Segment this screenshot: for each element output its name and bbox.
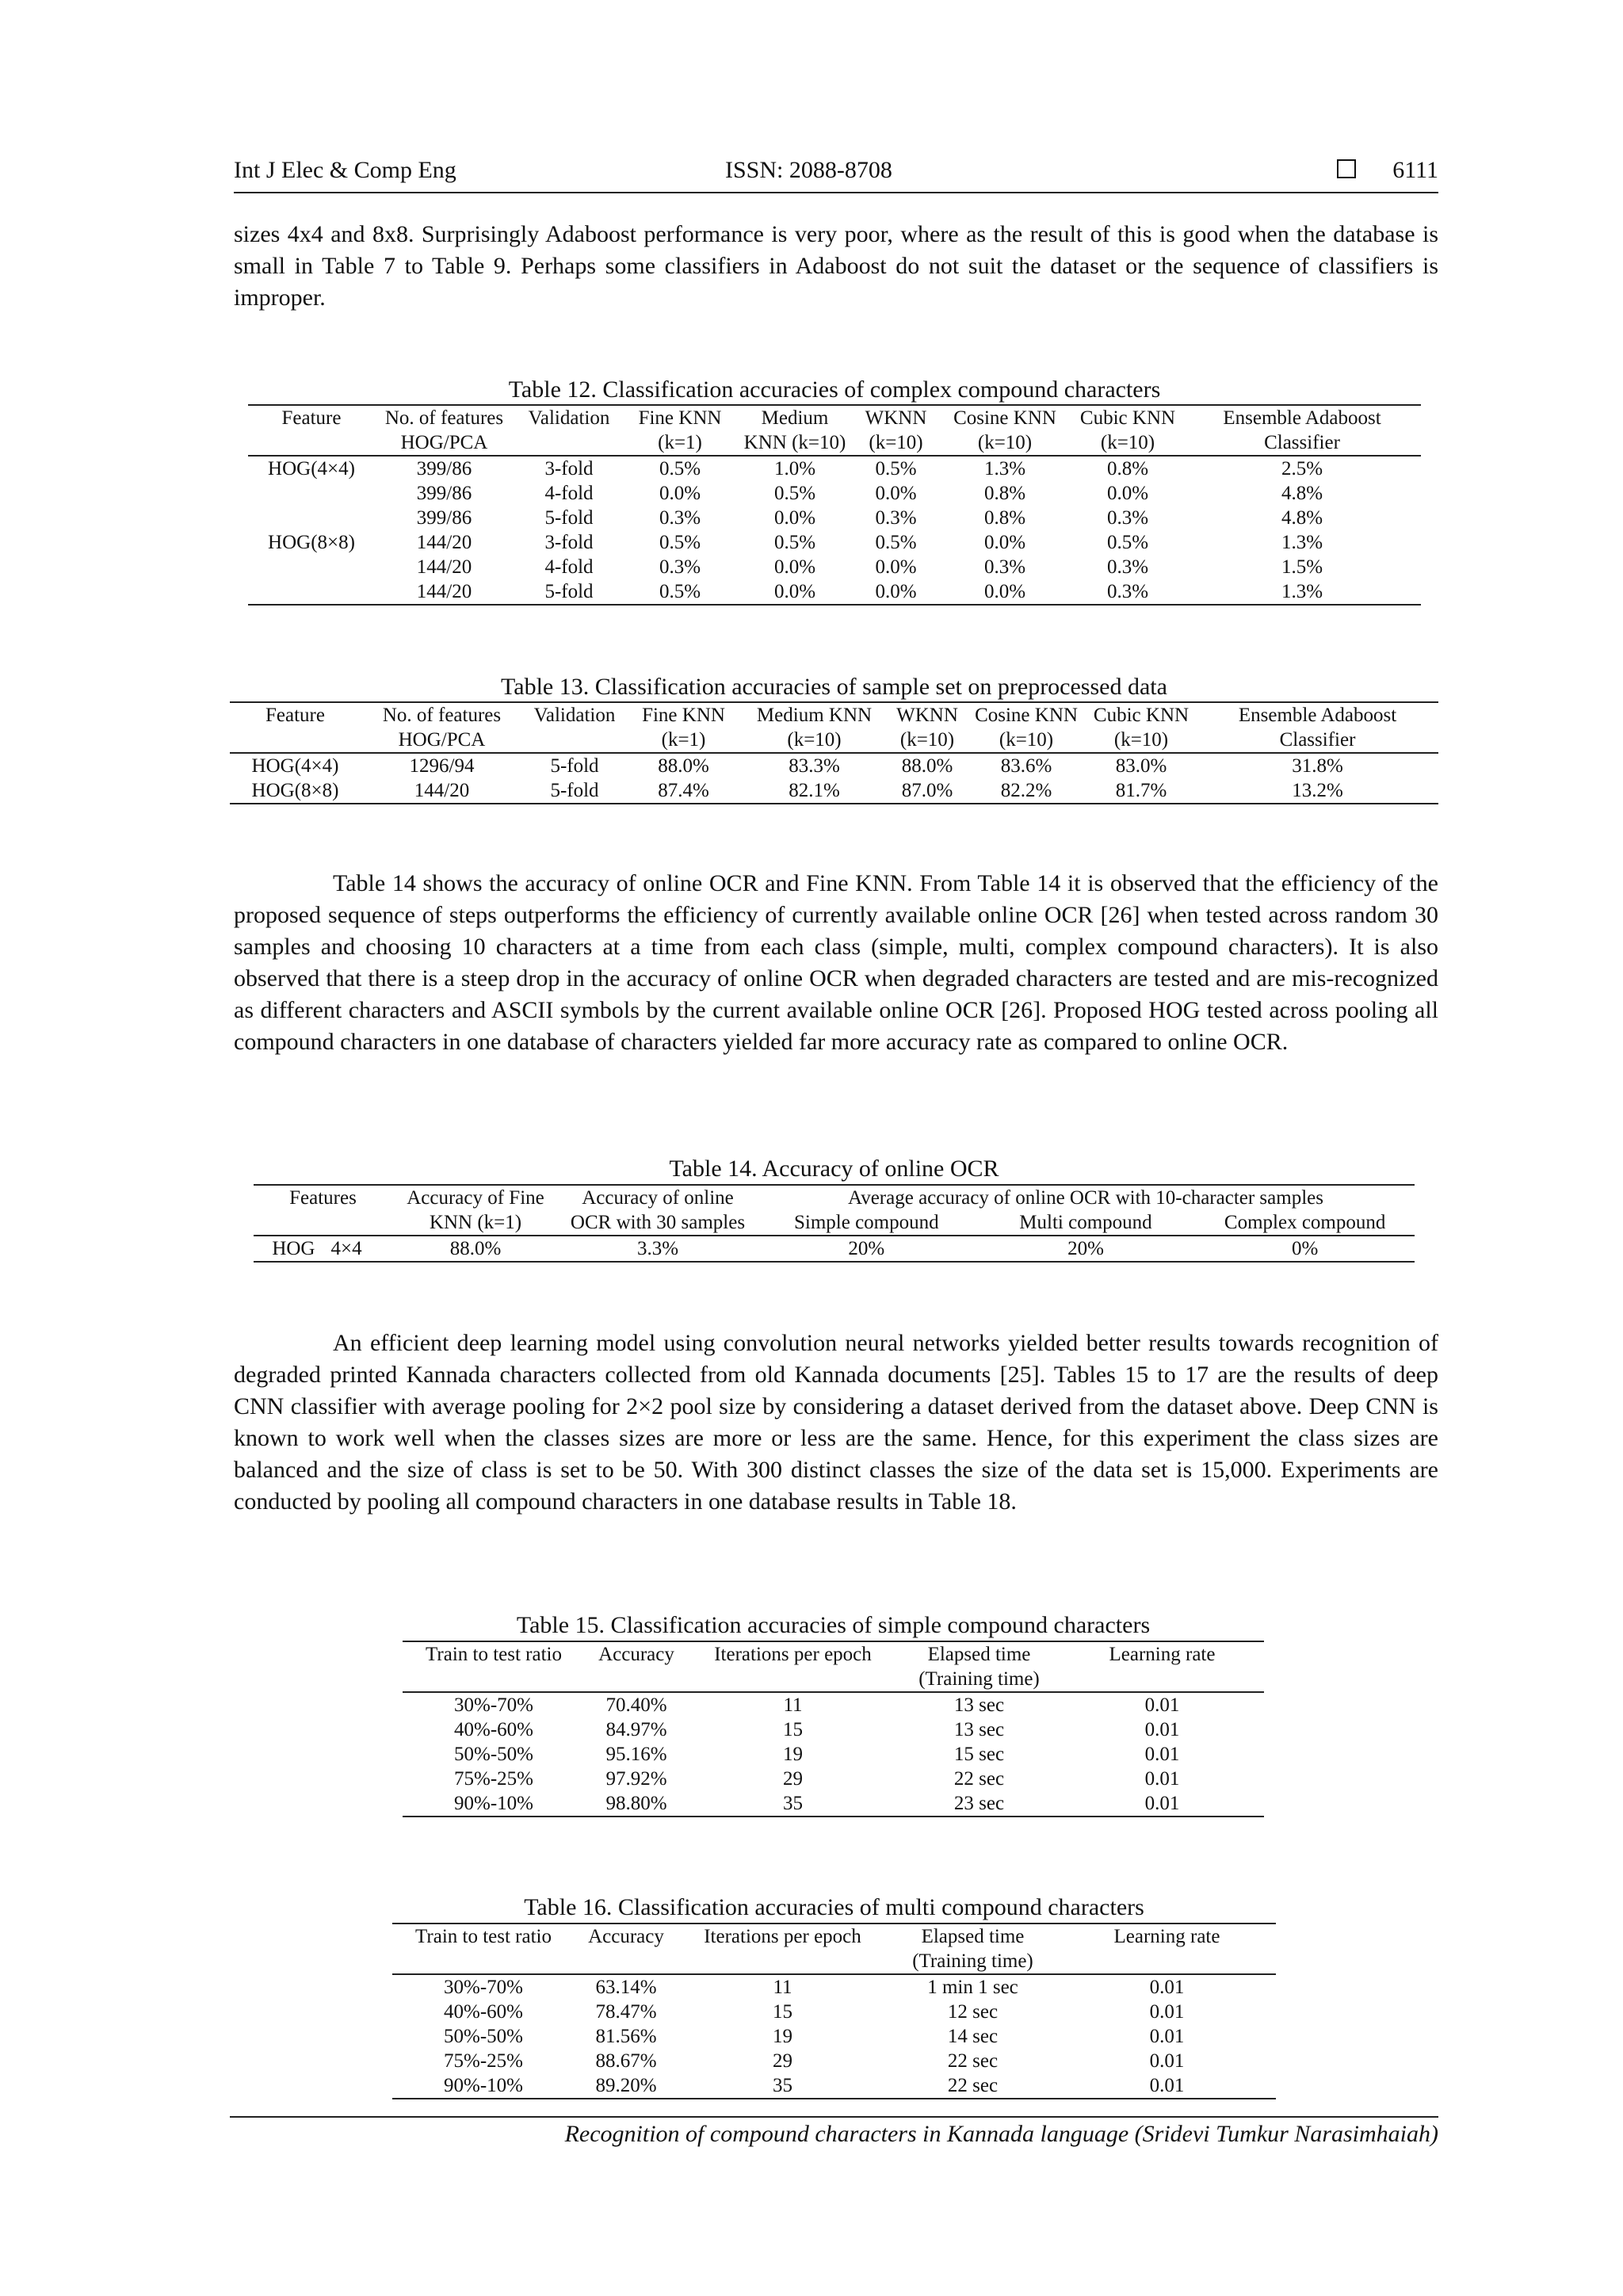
table-cell: 31.8% [1292,755,1343,777]
table-cell: 15 [773,2001,792,2023]
paragraph-3: An efficient deep learning model using convolution neural networks yielded better results towards recognition of degraded printed Kannada characters collected from old Kannada documents [25]. Tables 15 to 17 are the results of deep CNN classifier with average pooling for 2×2 pool size by considering a dataset derived from the dataset above. Deep CNN is known to work well when the classes sizes are more or less are the same. Hence, for this experiment the class sizes are balanced and the size of class is set to be 50. With 300 distinct classes the size of the data set is 15,000. Experiments are conducted by pooling all compound characters in one database results in Table 18. [234,1330,1438,1515]
table12-header-cell: Feature [248,405,375,456]
table-cell: 29 [783,1768,803,1790]
table-row [392,2024,1276,2049]
table-cell: 0.3% [1072,579,1183,605]
table-cell: 5-fold [544,507,594,529]
table16 [392,1923,1276,2099]
table-cell: 13 sec [953,1694,1005,1716]
table-cell: 75%-25% [454,1768,533,1790]
table-cell: 90%-10% [403,1791,585,1817]
table13-header-cell: Feature [230,702,361,753]
table16-header-cell: Accuracy [575,1924,678,1974]
table-cell: 14 sec [947,2026,999,2047]
table14-header-cell: Complex compound [1195,1210,1415,1236]
table13-header-cell: Cubic KNN (k=10) [1086,702,1197,753]
table-row [230,778,1438,804]
table14-header-cell [254,1210,392,1236]
table-cell: HOG(8×8) [268,532,355,553]
table-cell: 15 sec [953,1744,1005,1765]
table-cell: 0.0% [659,483,701,504]
table-cell: 4-fold [544,556,594,578]
table-cell: 1.3% [1183,579,1421,605]
table-cell: 1.3% [1281,532,1323,553]
table-cell: 87.0% [888,778,967,804]
table-cell: 0.01 [1149,2001,1185,2023]
table13 [230,701,1438,804]
table-row [248,579,1421,605]
table-cell: 75%-25% [444,2050,523,2072]
table12-header-cell: No. of features HOG/PCA [375,405,514,456]
table-cell: 0.3% [659,556,701,578]
table-cell: 83.6% [1000,755,1052,777]
table-cell: 19 [773,2026,792,2047]
table-cell: 98.80% [585,1791,688,1817]
table-row [392,2049,1276,2073]
table-cell: 5-fold [514,579,624,605]
table-cell: 0.01 [1144,1694,1180,1716]
table-cell: 0.01 [1149,2050,1185,2072]
table-cell: 3-fold [544,458,594,479]
table-cell: 0.5% [659,458,701,479]
table-cell: 0.01 [1060,1791,1264,1817]
table-cell: 0.8% [983,507,1026,529]
table-row [248,481,1421,506]
table-cell: 83.0% [1115,755,1167,777]
table-cell: 12 sec [947,2001,999,2023]
table-cell: 11 [773,1977,792,1998]
table-cell: 95.16% [605,1744,667,1765]
table-cell: 144/20 [416,556,472,578]
table-cell: 82.1% [741,778,888,804]
table-cell: 4×4 [323,1236,393,1262]
table14-header-cell: Average accuracy of online OCR with 10-character samples [757,1185,1415,1210]
table-cell: 144/20 [361,778,523,804]
table15-header-cell: Accuracy [585,1641,688,1692]
table12-header-cell: WKNN (k=10) [854,405,938,456]
table-cell: 88.67% [595,2050,657,2072]
table-cell: 81.7% [1086,778,1197,804]
table-row [403,1692,1264,1717]
table-cell: 30%-70% [444,1977,523,1998]
table-row [248,555,1421,579]
table-cell: 0.5% [773,483,816,504]
table16-header-cell: Learning rate [1058,1924,1276,1974]
table-cell: 399/86 [416,507,472,529]
table12-header-cell: Cubic KNN (k=10) [1072,405,1183,456]
table-row [248,530,1421,555]
table13-header-cell: Cosine KNN (k=10) [967,702,1086,753]
table-cell: 0.5% [1106,532,1149,553]
table-cell: 5-fold [550,755,599,777]
table-cell: 84.97% [605,1719,667,1740]
table-cell [248,555,375,579]
table-row [403,1717,1264,1742]
table13-caption: Table 13. Classification accuracies of sample set on preprocessed data [501,674,1167,700]
table-cell: 0.01 [1149,1977,1185,1998]
table-cell: 11 [783,1694,803,1716]
table-cell: 50%-50% [454,1744,533,1765]
table14-header-cell: OCR with 30 samples [559,1210,757,1236]
table-cell: 88.0% [658,755,709,777]
table15-header-cell: Train to test ratio [403,1641,585,1692]
table15-header-cell: Learning rate [1060,1641,1264,1692]
table16-header [392,1924,1276,1974]
table-cell: 0.0% [854,579,938,605]
table-cell: HOG(4×4) [268,458,355,479]
table14-header-row-1 [254,1185,1415,1210]
table13-header-cell: Validation [523,702,626,753]
table-cell: 1.3% [983,458,1026,479]
table-cell: 13 sec [953,1719,1005,1740]
table14-header-cell: Features [254,1185,392,1210]
table-cell: 0.3% [659,507,701,529]
table-cell: 4.8% [1281,507,1323,529]
table16-caption: Table 16. Classification accuracies of multi compound characters [524,1894,1144,1920]
table-cell: 40%-60% [444,2001,523,2023]
table-row [403,1767,1264,1791]
footer-rule [230,2116,1438,2118]
table-cell: 88.0% [392,1236,559,1262]
table-row [392,1974,1276,2000]
table-cell: 0.3% [1106,556,1149,578]
table-cell: HOG(8×8) [230,778,361,804]
table-cell: 0.01 [1058,2073,1276,2099]
table-cell: 30%-70% [454,1694,533,1716]
table12-caption: Table 12. Classification accuracies of complex compound characters [508,376,1161,403]
table-cell: 0.0% [773,556,816,578]
table-cell: 78.47% [595,2001,657,2023]
table-cell [248,506,375,530]
table-cell: 0.5% [624,579,735,605]
table-row [403,1791,1264,1817]
table12-header-cell: Ensemble Adaboost Classifier [1183,405,1421,456]
table13-header-cell: Medium KNN (k=10) [741,702,888,753]
table-cell: 144/20 [375,579,514,605]
table-cell: 1 min 1 sec [927,1977,1018,1998]
table-cell [248,481,375,506]
table-cell: 0.8% [983,483,1026,504]
table15 [403,1641,1264,1817]
table-cell: 0.01 [1144,1744,1180,1765]
table-cell: 3.3% [559,1236,757,1262]
table-cell: 15 [783,1719,803,1740]
paragraph-1: sizes 4x4 and 8x8. Surprisingly Adaboost performance is very poor, where as the result of this is good when the database is small in Table 7 to Table 9. Perhaps some classifiers in Adaboost do not suit the dataset or the sequence of classifiers is improper. [234,221,1438,311]
table-cell: 22 sec [947,2050,999,2072]
table14-header-cell: Accuracy of Fine [392,1185,559,1210]
table14-header-cell: Simple compound [757,1210,976,1236]
table-row [392,2000,1276,2024]
table-cell: 3-fold [544,532,594,553]
table16-header-cell: Train to test ratio [392,1924,575,1974]
table-cell: 13.2% [1197,778,1438,804]
table-cell: 0.0% [875,483,917,504]
table-cell: 0.5% [659,532,701,553]
table13-header-cell: No. of features HOG/PCA [361,702,523,753]
table-cell: 19 [783,1744,803,1765]
table-cell: 0.01 [1144,1719,1180,1740]
table-cell: 5-fold [523,778,626,804]
table12-header-cell: Fine KNN (k=1) [624,405,735,456]
table-cell: 2.5% [1281,458,1323,479]
table-cell: 0.3% [983,556,1026,578]
table-cell: 81.56% [595,2026,657,2047]
table-cell: HOG [254,1236,323,1262]
table-cell: 0.5% [875,532,917,553]
table-cell: 70.40% [605,1694,667,1716]
journal-name: Int J Elec & Comp Eng [234,157,456,183]
table15-header-cell: Elapsed time (Training time) [898,1641,1060,1692]
table-cell: 0.5% [773,532,816,553]
table15-header-cell: Iterations per epoch [688,1641,898,1692]
table-cell: 0.01 [1144,1768,1180,1790]
table-cell: 35 [688,1791,898,1817]
table-cell: 50%-50% [444,2026,523,2047]
table-row [392,2073,1276,2099]
table-cell: 83.3% [789,755,840,777]
table15-header [403,1641,1264,1692]
issn: ISSN: 2088-8708 [725,157,892,183]
table-cell: HOG(4×4) [251,755,339,777]
table13-header [230,702,1438,753]
table-cell: 35 [678,2073,888,2099]
table-cell: 22 sec [888,2073,1058,2099]
table-cell: 0.0% [773,507,816,529]
table16-header-cell: Elapsed time (Training time) [888,1924,1058,1974]
table-row [248,506,1421,530]
table15-caption: Table 15. Classification accuracies of simple compound characters [516,1612,1151,1638]
page-header [234,155,1438,193]
table-cell: 90%-10% [392,2073,575,2099]
table-row [248,456,1421,481]
table-cell: 20% [976,1236,1196,1262]
table-cell: 29 [773,2050,792,2072]
table-cell: 0.0% [735,579,854,605]
table-cell [248,579,375,605]
table-cell: 0.0% [1106,483,1149,504]
table14-header-cell: Accuracy of online [559,1185,757,1210]
table-row [403,1742,1264,1767]
table-cell: 0.5% [875,458,917,479]
table14-header-cell: KNN (k=1) [392,1210,559,1236]
table-cell: 0.8% [1106,458,1149,479]
table14-header-cell: Multi compound [976,1210,1196,1236]
page-number-block [1337,157,1438,184]
paragraph-2: Table 14 shows the accuracy of online OCR and Fine KNN. From Table 14 it is observed that the efficiency of the proposed sequence of steps outperforms the efficiency of currently available online OCR [26] when tested across random 30 samples and choosing 10 characters at a time from each class (simple, multi, complex compound characters). It is also observed that there is a steep drop in the accuracy of online OCR when degraded characters are tested and are mis-recognized as different characters and ASCII symbols by the current available online OCR [26]. Proposed HOG tested across pooling all compound characters in one database of characters yielded far more accuracy rate as compared to online OCR. [234,870,1438,1055]
table12-header-cell: Validation [514,405,624,456]
table-cell: 144/20 [416,532,472,553]
table-cell: 0.0% [983,532,1026,553]
table-cell: 1.5% [1281,556,1323,578]
table-cell: 0.0% [875,556,917,578]
table-cell: 40%-60% [454,1719,533,1740]
table-cell: 0.01 [1149,2026,1185,2047]
table-row [230,753,1438,778]
table-cell: 88.0% [901,755,953,777]
table-cell: 1.0% [773,458,816,479]
table-cell: 63.14% [595,1977,657,1998]
table13-header-cell: Fine KNN (k=1) [626,702,741,753]
table14-caption: Table 14. Accuracy of online OCR [669,1156,999,1182]
table12-header-cell: Medium KNN (k=10) [735,405,854,456]
table-cell: 82.2% [967,778,1086,804]
table-cell: 0.3% [1106,507,1149,529]
table-cell: 20% [757,1236,976,1262]
table-cell: 0% [1195,1236,1415,1262]
table-cell: 87.4% [626,778,741,804]
table-cell: 0.3% [875,507,917,529]
table12 [248,404,1421,606]
table13-header-cell: WKNN (k=10) [888,702,967,753]
table-cell: 4-fold [544,483,594,504]
table13-header-cell: Ensemble Adaboost Classifier [1197,702,1438,753]
table14-header-row-2 [254,1210,1415,1236]
table-cell: 97.92% [605,1768,667,1790]
table16-header-cell: Iterations per epoch [678,1924,888,1974]
square-icon [1337,159,1356,178]
table-cell: 399/86 [416,458,472,479]
page-number: 6111 [1392,157,1438,183]
table12-header-cell: Cosine KNN (k=10) [938,405,1072,456]
table-row [254,1236,1415,1262]
table-cell: 22 sec [953,1768,1005,1790]
page-footer: Recognition of compound characters in Kannada language (Sridevi Tumkur Narasimhaiah) [564,2121,1438,2147]
table-cell: 89.20% [575,2073,678,2099]
table14 [254,1184,1415,1263]
table12-header [248,405,1421,456]
table-cell: 23 sec [898,1791,1060,1817]
table-cell: 1296/94 [409,755,475,777]
table-cell: 399/86 [416,483,472,504]
table-cell: 4.8% [1281,483,1323,504]
table-cell: 0.0% [938,579,1072,605]
